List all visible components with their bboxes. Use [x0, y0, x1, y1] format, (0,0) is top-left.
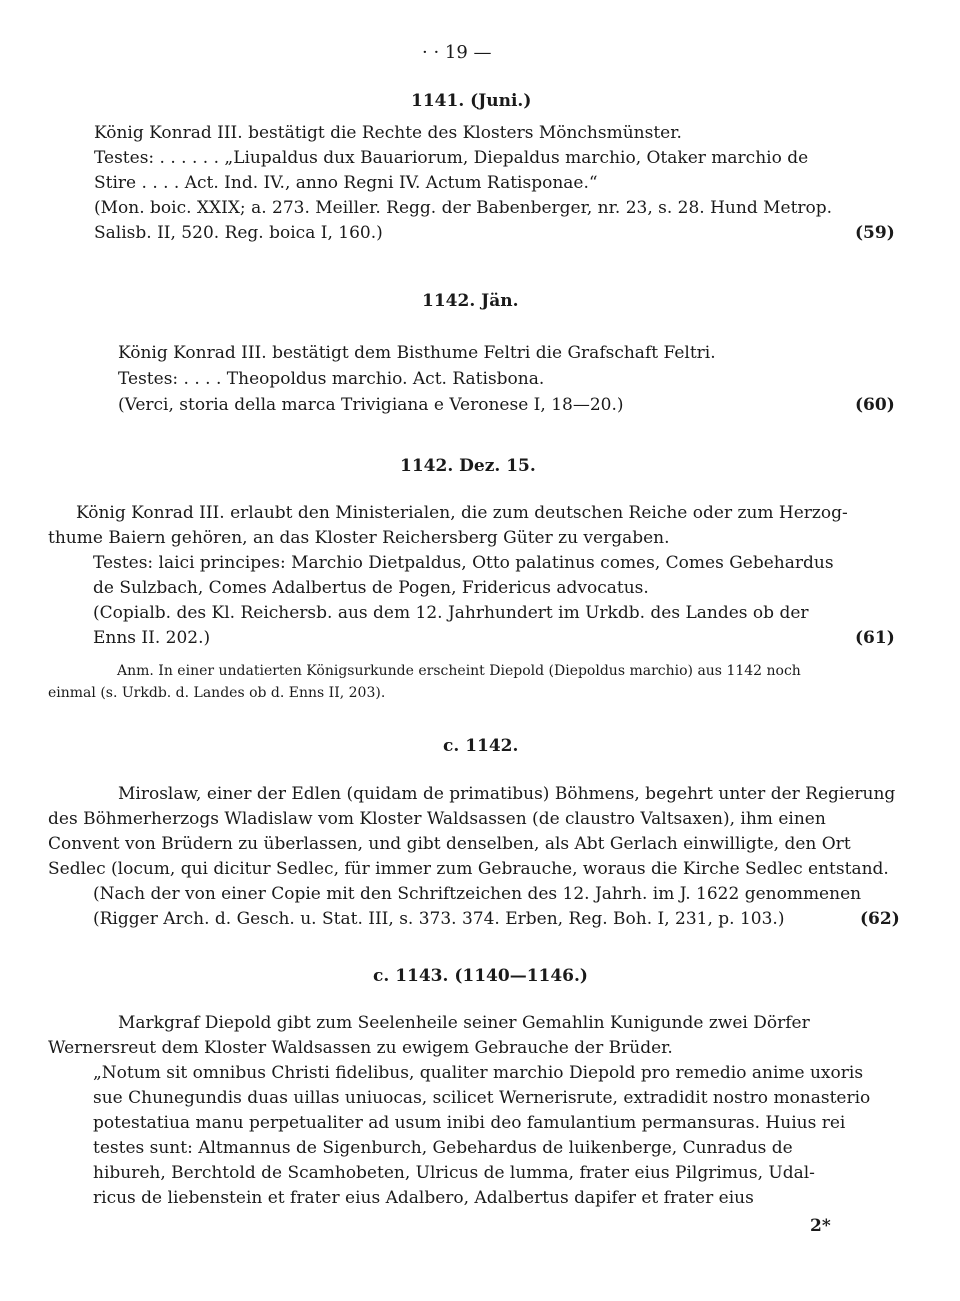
entry-60-line: König Konrad III. bestätigt dem Bisthume Feltri die Grafschaft Feltri. [118, 343, 716, 363]
entry-61-line: Enns II. 202.) [93, 628, 211, 648]
entry-63-line: ricus de liebenstein et frater eius Adalbero, Adalbertus dapifer et frater eius [93, 1188, 754, 1208]
entry-59-line: (Mon. boic. XXIX; a. 273. Meiller. Regg. der Babenberger, nr. 23, s. 28. Hund Metrop. [94, 198, 833, 218]
entry-62-line: Miroslaw, einer der Edlen (quidam de primatibus) Böhmens, begehrt unter der Regierung [118, 784, 896, 804]
entry-61-line: (Copialb. des Kl. Reichersb. aus dem 12. Jahrhundert im Urkdb. des Landes ob der [93, 603, 809, 623]
entry-60-line: (Verci, storia della marca Trivigiana e Veronese I, 18—20.) [118, 395, 624, 415]
entry-62-line: Sedlec (locum, qui dicitur Sedlec, für immer zum Gebrauche, woraus die Kirche Sedlec entstand. [48, 859, 889, 879]
entry-61-line: König Konrad III. erlaubt den Ministerialen, die zum deutschen Reiche oder zum Herzog- [76, 503, 848, 523]
entry-60-number: (60) [855, 395, 895, 415]
entry-63-line: hibureh, Berchtold de Scamhobeten, Ulricus de lumma, frater eius Pilgrimus, Udal- [93, 1163, 815, 1183]
entry-61-note: einmal (s. Urkdb. d. Landes ob d. Enns II, 203). [48, 685, 386, 701]
entry-60-heading: 1142. Jän. [422, 291, 519, 311]
entry-61-line: Testes: laici principes: Marchio Dietpaldus, Otto palatinus comes, Comes Gebehardus [93, 553, 834, 573]
entry-61-line: thume Baiern gehören, an das Kloster Reichersberg Güter zu vergaben. [48, 528, 670, 548]
entry-59-line: Salisb. II, 520. Reg. boica I, 160.) [94, 223, 383, 243]
page-number-header: · · 19 — [422, 42, 492, 63]
entry-59-line: Stire . . . . Act. Ind. IV., anno Regni IV. Actum Ratisponae.“ [94, 173, 598, 193]
entry-63-line: potestatiua manu perpetualiter ad usum inibi deo famulantium permansuras. Huius rei [93, 1113, 846, 1133]
entry-59-line: König Konrad III. bestätigt die Rechte des Klosters Mönchsmünster. [94, 123, 682, 143]
entry-59-heading: 1141. (Juni.) [411, 91, 532, 111]
entry-63-line: Wernersreut dem Kloster Waldsassen zu ewigem Gebrauche der Brüder. [48, 1038, 673, 1058]
entry-63-line: „Notum sit omnibus Christi fidelibus, qualiter marchio Diepold pro remedio anime uxoris [93, 1063, 864, 1083]
entry-62-heading: c. 1142. [443, 736, 519, 756]
entry-63-heading: c. 1143. (1140—1146.) [373, 966, 588, 986]
entry-62-line: des Böhmerherzogs Wladislaw vom Kloster Waldsassen (de claustro Valtsaxen), ihm einen [48, 809, 826, 829]
entry-59-number: (59) [855, 223, 895, 243]
entry-61-note: Anm. In einer undatierten Königsurkunde erscheint Diepold (Diepoldus marchio) aus 1142 noch [117, 663, 801, 679]
entry-62-number: (62) [860, 909, 900, 929]
entry-63-line: Markgraf Diepold gibt zum Seelenheile seiner Gemahlin Kunigunde zwei Dörfer [118, 1013, 810, 1033]
entry-62-line: Convent von Brüdern zu überlassen, und gibt denselben, als Abt Gerlach einwilligte, den Ort [48, 834, 851, 854]
entry-61-heading: 1142. Dez. 15. [400, 456, 536, 476]
entry-61-line: de Sulzbach, Comes Adalbertus de Pogen, Fridericus advocatus. [93, 578, 649, 598]
entry-63-line: testes sunt: Altmannus de Sigenburch, Gebehardus de luikenberge, Cunradus de [93, 1138, 793, 1158]
entry-60-line: Testes: . . . . Theopoldus marchio. Act. Ratisbona. [118, 369, 545, 389]
entry-62-line: (Nach der von einer Copie mit den Schriftzeichen des 12. Jahrh. im J. 1622 genommenen [93, 884, 862, 904]
signature-mark: 2* [810, 1216, 831, 1236]
entry-61-number: (61) [855, 628, 895, 648]
entry-62-line: (Rigger Arch. d. Gesch. u. Stat. III, s. 373. 374. Erben, Reg. Boh. I, 231, p. 103.) [93, 909, 785, 929]
entry-59-line: Testes: . . . . . . „Liupaldus dux Bauariorum, Diepaldus marchio, Otaker marchio de [94, 148, 809, 168]
entry-63-line: sue Chunegundis duas uillas uniuocas, scilicet Wernerisrute, extradidit nostro monasterio [93, 1088, 871, 1108]
